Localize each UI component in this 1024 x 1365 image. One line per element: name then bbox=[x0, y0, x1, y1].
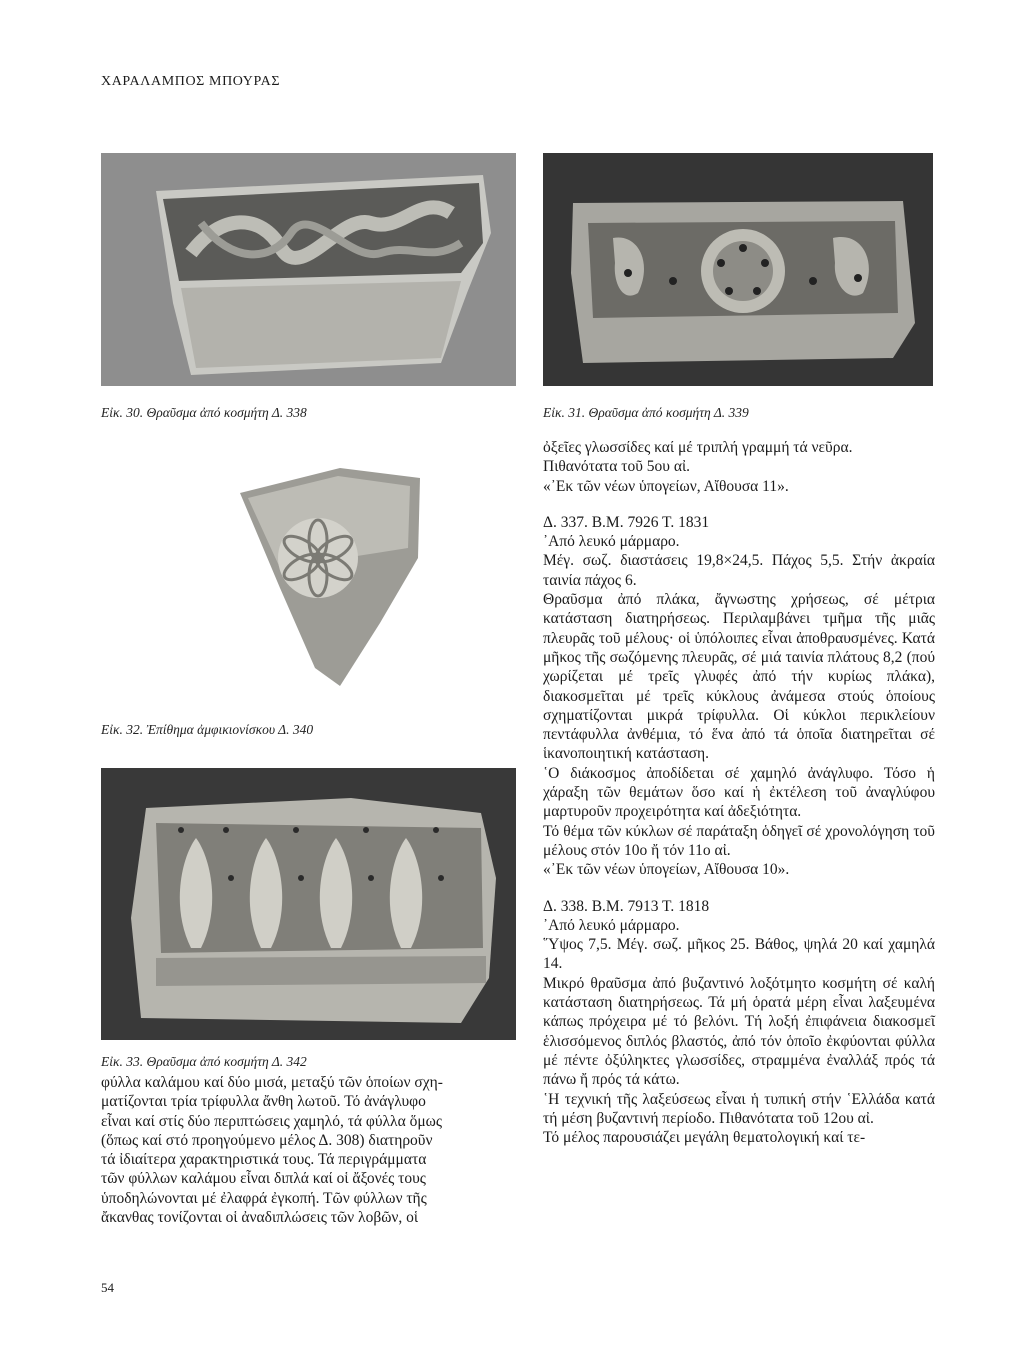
entry-338-last-line: Τό μέλος παρουσιάζει μεγάλη θεματολογική καί τε- bbox=[543, 1129, 866, 1147]
running-header: ΧΑΡΑΛΑΜΠΟΣ ΜΠΟΥΡΑΣ bbox=[101, 74, 281, 89]
text-line: τῶν φύλλων καλάμου εἶναι διπλά καί οἱ ἄξονές τους bbox=[101, 1170, 426, 1188]
intro-line: ὀξεῖες γλωσσίδες καί μέ τριπλή γραμμή τά νεῦρα. bbox=[543, 439, 853, 456]
entry-338-ref: Δ. 338. Β.Μ. 7913 Τ. 1818 bbox=[543, 897, 710, 915]
text-line: ὑποδηλώνονται μέ ἐλαφρά ἐγκοπή. Τῶν φύλλων τῆς bbox=[101, 1189, 427, 1207]
right-column-text bbox=[543, 438, 935, 1147]
text-line: ἄκανθας τονίζονται οἱ ἀναδιπλώσεις τῶν λοβῶν, οἱ bbox=[101, 1209, 419, 1227]
entry-338-dimensions: ῞Υψος 7,5. Μέγ. σωζ. μῆκος 25. Βάθος, ψηλά 20 καί χαμηλά 14. bbox=[543, 936, 935, 973]
entry-337-material: ᾿Από λευκό μάρμαρο. bbox=[543, 533, 680, 551]
figure-33-photo bbox=[101, 768, 516, 1040]
entry-338-description: Μικρό θραῦσμα ἀπό βυζαντινό λοξότμητο κοσμήτη σέ καλή κατάσταση διατηρήσεως. Τά μή ὁρατά μέρη εἶναι λαξευμένα κάπως πρόχειρα μέ τό βελόνι. Τή λοξή ἐπιφάνεια διακοσμεῖ ἑλισσόμενος διπλός βλαστός, ἀπό τόν ὁποῖο ἐκφύονται φύλλα μέ πέντε ὀξύληκτες γλωσσίδες, στραμμένα ἐναλλάξ πρός τά πάνω ἤ πρός τά κάτω. bbox=[543, 974, 935, 1089]
entry-337-relief: ῾Ο διάκοσμος ἀποδίδεται σέ χαμηλό ἀνάγλυφο. Τόσο ἡ χάραξη τῶν θεμάτων ὅσο καί ἡ ἐκτέλεση τοῦ ἀναγλύφου μαρτυροῦν προχειρότητα καί ἀδεξιότητα. bbox=[543, 764, 935, 821]
page-number: 54 bbox=[101, 1280, 114, 1295]
figure-32-caption: Εἰκ. 32. Ἐπίθημα ἀμφικιονίσκου Δ. 340 bbox=[101, 722, 314, 737]
entry-337-ref: Δ. 337. Β.Μ. 7926 Τ. 1831 bbox=[543, 513, 710, 531]
figure-31-caption: Εἰκ. 31. Θραῦσμα ἀπό κοσμήτη Δ. 339 bbox=[543, 405, 749, 420]
entry-338-material: ᾿Από λευκό μάρμαρο. bbox=[543, 916, 680, 934]
figure-33-caption: Εἰκ. 33. Θραῦσμα ἀπό κοσμήτη Δ. 342 bbox=[101, 1054, 307, 1069]
figure-32-photo bbox=[220, 448, 438, 696]
entry-337-description: Θραῦσμα ἀπό πλάκα, ἄγνωστης χρήσεως, σέ μέτρια κατάσταση διατηρήσεως. Περιλαμβάνει τμῆμα τῆς μιᾶς πλευρᾶς τοῦ μέλους· οἱ ὑπόλοιπες εἶναι ἀποθραυσμένες. Κατά μῆκος τῆς σωζόμενης πλευρᾶς, σέ μιά ταινία πλάτους 8,2 (πού χωρίζεται μέ τρεῖς γλυφές ἀπό τήν κυρίως πλάκα), διακοσμεῖται μέ τρεῖς κύκλους ἀνάμεσα στούς ὁποίους σχηματίζονται μικρά τρίφυλλα. Οἱ κύκλοι περικλείουν πεντάφυλλα ἀνθέμια, τό ἕνα ἀπό τά ὁποῖα διατηρεῖται σέ ἱκανοποιητική κατάσταση. bbox=[543, 591, 935, 763]
entry-337-dimensions: Μέγ. σωζ. διαστάσεις 19,8×24,5. Πάχος 5,5. Στήν ἀκραία ταινία πάχος 6. bbox=[543, 552, 935, 589]
text-line: τά ἰδιαίτερα χαρακτηριστικά τους. Τά περιγράμματα bbox=[101, 1151, 427, 1169]
text-line: φύλλα καλάμου καί δύο μισά, μεταξύ τῶν ὁποίων σχη- bbox=[101, 1074, 443, 1091]
intro-line: «᾿Εκ τῶν νέων ὑπογείων, Αἴθουσα 11». bbox=[543, 477, 789, 495]
figure-31-photo bbox=[543, 153, 933, 386]
entry-337-dating: Τό θέμα τῶν κύκλων σέ παράταξη ὁδηγεῖ σέ χρονολόγηση τοῦ μέλους στόν 10ο ἤ τόν 11ο αἰ. bbox=[543, 822, 935, 859]
text-line: ματίζονται τρία τρίφυλλα ἄνθη λωτοῦ. Τό ἀνάγλυφο bbox=[101, 1093, 426, 1111]
left-column-text bbox=[101, 1073, 516, 1227]
text-line: εἶναι καί στίς δύο περιπτώσεις χαμηλό, τά φύλλα ὅμως bbox=[101, 1112, 442, 1130]
entry-338-technique: ῾Η τεχνική τῆς λαξεύσεως εἶναι ἡ τυπική στήν ῾Ελλάδα κατά τή μέση βυζαντινή περίοδο. Πιθανότατα τοῦ 12ου αἰ. bbox=[543, 1090, 935, 1127]
figure-30-caption: Εἰκ. 30. Θραῦσμα ἀπό κοσμήτη Δ. 338 bbox=[101, 405, 307, 420]
figure-30-photo bbox=[101, 153, 516, 386]
intro-line: Πιθανότατα τοῦ 5ου αἰ. bbox=[543, 458, 690, 476]
entry-337-source: «᾿Εκ τῶν νέων ὑπογείων, Αἴθουσα 10». bbox=[543, 861, 790, 879]
text-line: (ὅπως καί στό προηγούμενο μέλος Δ. 308) διατηροῦν bbox=[101, 1131, 433, 1149]
